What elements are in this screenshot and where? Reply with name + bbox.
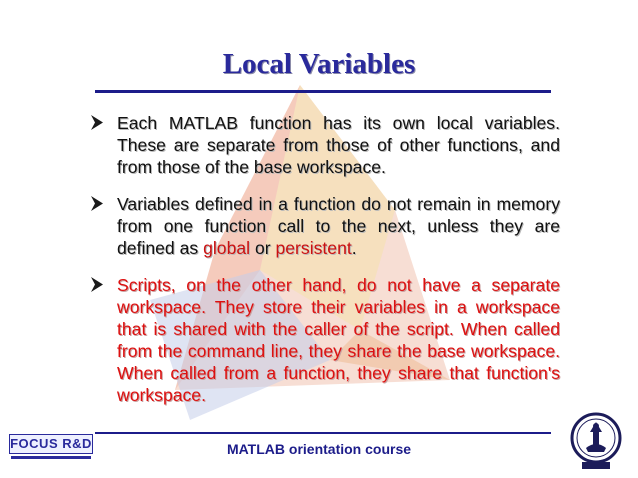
- bullet-text-2-start: Variables defined in a function do not remain in memory from one function call to the next, unless they are defined as: [117, 194, 560, 258]
- focus-logo-underline: [11, 456, 91, 459]
- arrow-bullet-icon: [90, 277, 104, 292]
- focus-logo-text: FOCUS R&D: [9, 434, 93, 454]
- title-underline: [95, 90, 551, 93]
- bullet-text-2-mid: or: [250, 238, 276, 258]
- arrow-bullet-icon: [90, 196, 104, 211]
- bullet-list: [90, 112, 560, 421]
- bullet-text-2: [117, 193, 560, 259]
- arrow-bullet-icon: [90, 115, 104, 130]
- bullet-text-1: Each MATLAB function has its own local variables. These are separate from those of other functions, and from those of the base workspace.: [117, 113, 560, 177]
- bullet-item-1: [90, 112, 560, 178]
- footer-text: MATLAB orientation course: [226, 441, 412, 457]
- bullet-item-3: [90, 274, 560, 406]
- iit-kharagpur-emblem-icon: [566, 410, 626, 472]
- bullet-item-2: [90, 193, 560, 259]
- focus-rnd-logo: [9, 434, 93, 464]
- keyword-persistent: persistent: [275, 238, 352, 258]
- keyword-global: global: [203, 238, 251, 258]
- footer-rule: [95, 432, 551, 434]
- bullet-text-3: Scripts, on the other hand, do not have a separate workspace. They store their variables in a workspace that is shared with the caller of the script. When called from the command line, they share the base workspace. When called from a function, they share that function's workspace.: [117, 275, 560, 405]
- bullet-text-2-end: .: [351, 238, 357, 258]
- slide-title: Local Variables: [222, 48, 416, 80]
